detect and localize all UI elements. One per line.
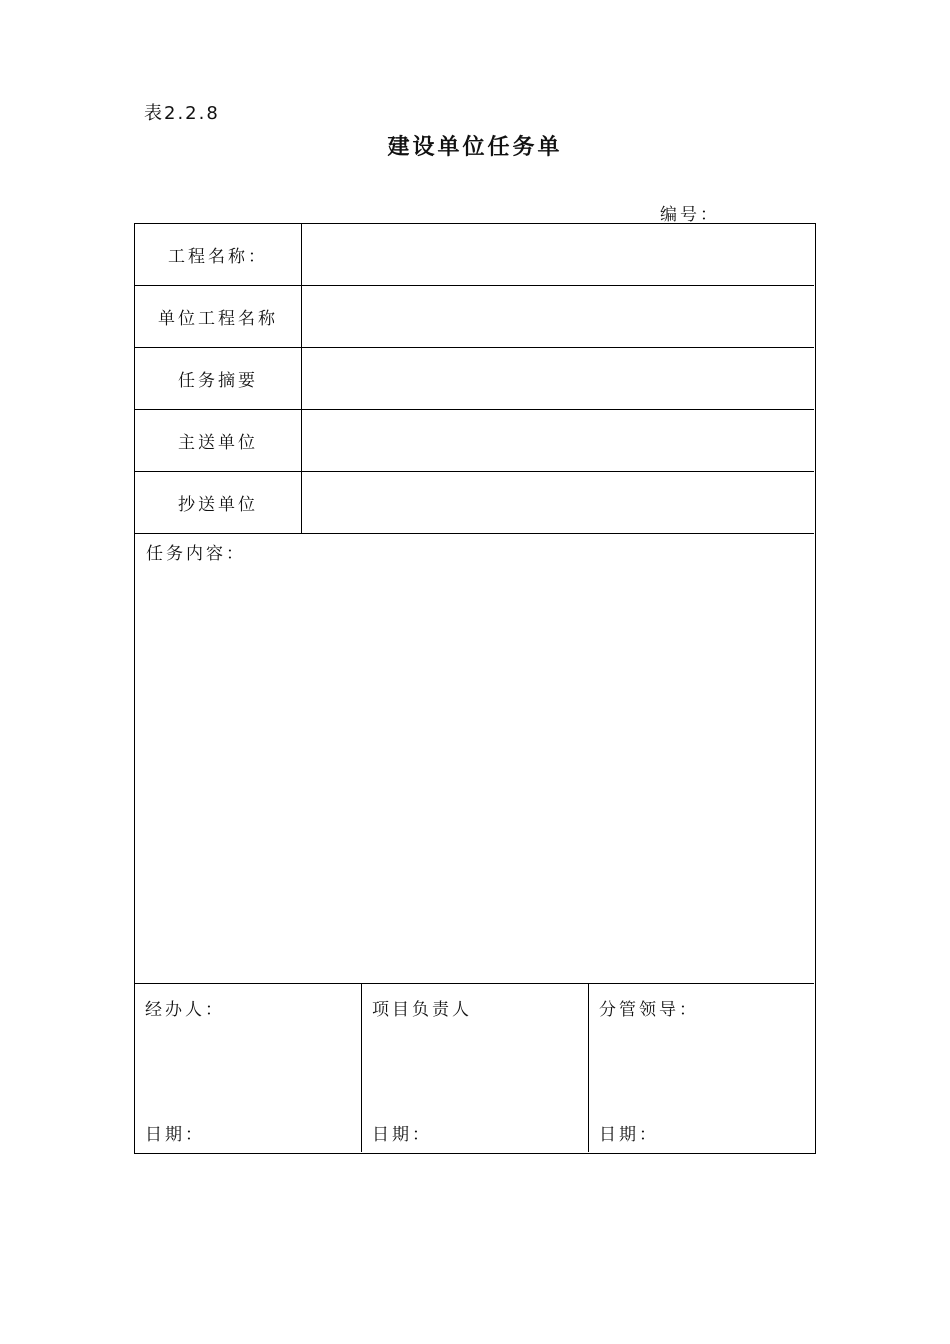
supervisor-label: 分管领导： <box>599 1000 699 1020</box>
project-name-field[interactable] <box>302 224 814 285</box>
supervisor-date-label: 日期： <box>599 1125 659 1145</box>
form-row-task-summary <box>135 348 814 410</box>
signature-handler[interactable] <box>135 984 362 1152</box>
serial-number-label: 编号： <box>660 205 720 225</box>
page-title: 建设单位任务单 <box>387 135 563 160</box>
cc-recipient-label: 抄送单位 <box>135 472 302 533</box>
project-name-label: 工程名称： <box>135 224 302 285</box>
main-recipient-field[interactable] <box>302 410 814 471</box>
task-form-table <box>134 223 816 1154</box>
handler-date-label: 日期： <box>145 1125 205 1145</box>
main-recipient-label: 主送单位 <box>135 410 302 471</box>
unit-project-name-label: 单位工程名称 <box>135 286 302 347</box>
project-lead-label: 项目负责人 <box>372 1000 472 1020</box>
signature-project-lead[interactable] <box>362 984 589 1152</box>
table-number: 表2.2.8 <box>144 103 220 124</box>
signature-supervisor[interactable] <box>589 984 814 1152</box>
task-content-label: 任务内容： <box>146 544 246 564</box>
form-row-unit-project-name <box>135 286 814 348</box>
task-summary-label: 任务摘要 <box>135 348 302 409</box>
task-content-area[interactable] <box>135 535 814 984</box>
project-lead-date-label: 日期： <box>372 1125 432 1145</box>
form-row-project-name <box>135 224 814 286</box>
form-row-cc-recipient <box>135 472 814 534</box>
cc-recipient-field[interactable] <box>302 472 814 533</box>
unit-project-name-field[interactable] <box>302 286 814 347</box>
form-row-main-recipient <box>135 410 814 472</box>
task-summary-field[interactable] <box>302 348 814 409</box>
handler-label: 经办人： <box>145 1000 225 1020</box>
signature-section <box>135 984 814 1152</box>
